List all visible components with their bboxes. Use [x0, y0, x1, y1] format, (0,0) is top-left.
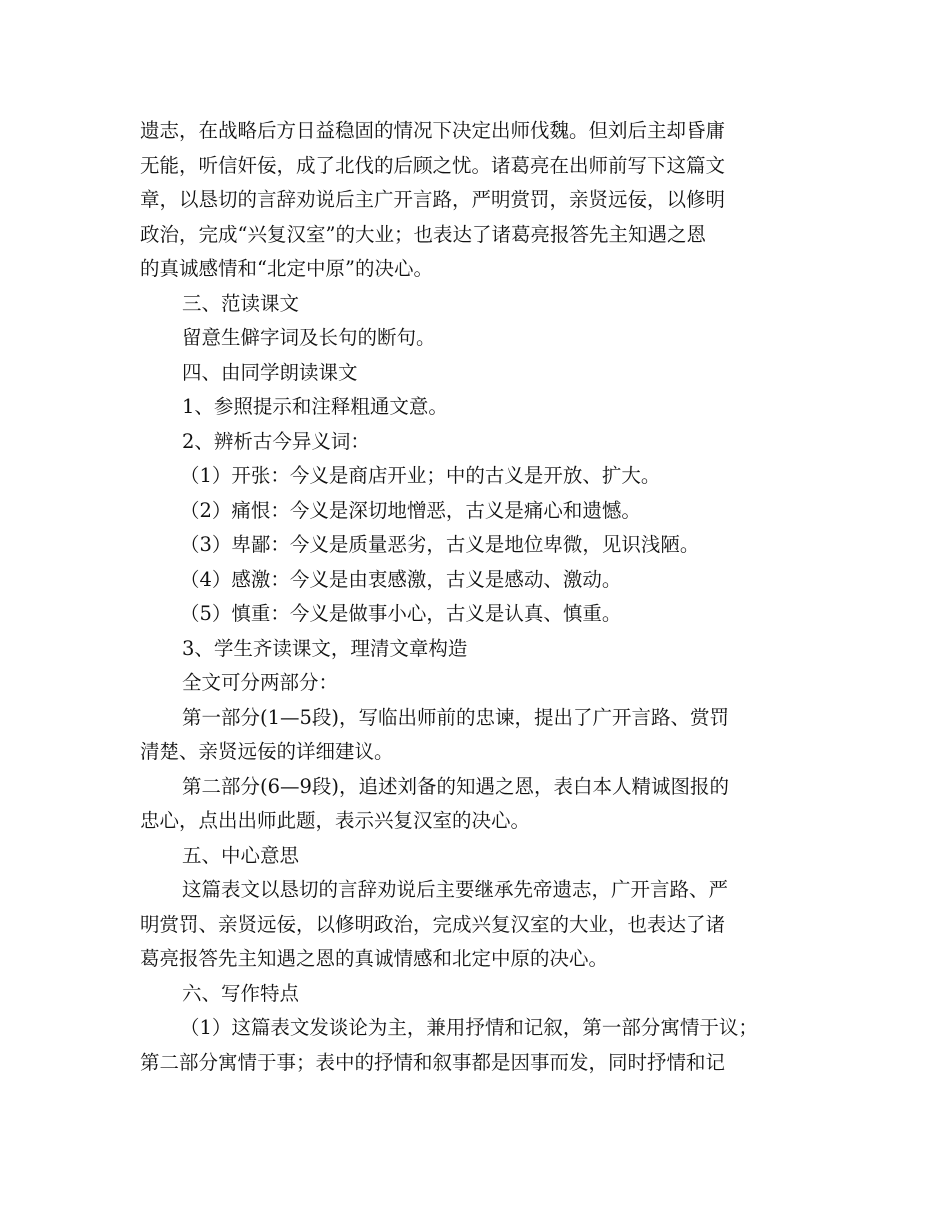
- text-line: 政治，完成“兴复汉室”的大业；也表达了诸葛亮报答先主知遇之恩: [140, 222, 706, 246]
- text-line: 2、辨析古今异义词：: [182, 429, 370, 453]
- text-line: 第一部分(1—5段)，写临出师前的忠谏，提出了广开言路、赏罚: [182, 705, 730, 729]
- text-line: 葛亮报答先主知遇之恩的真诚情感和北定中原的决心。: [140, 947, 609, 970]
- text-line: 明赏罚、亲贤远佞，以修明政治，完成兴复汉室的大业，也表达了诸: [140, 912, 726, 936]
- text-line: 第二部分寓情于事；表中的抒情和叙事都是因事而发，同时抒情和记: [140, 1050, 726, 1074]
- text-line: （5）慎重：今义是做事小心，古义是认真、慎重。: [180, 602, 622, 625]
- text-line: 清楚、亲贤远佞的详细建议。: [140, 740, 394, 763]
- text-line: 的真诚感情和“北定中原”的决心。: [140, 257, 433, 280]
- text-line: 五、中心意思: [182, 843, 300, 867]
- text-line: 留意生僻字词及长句的断句。: [182, 326, 436, 349]
- text-line: 第二部分(6—9段)，追述刘备的知遇之恩，表白本人精诚图报的: [182, 774, 730, 798]
- text-line: 六、写作特点: [182, 981, 300, 1005]
- text-line: 1、参照提示和注释粗通文意。: [182, 395, 448, 418]
- text-line: 四、由同学朗读课文: [182, 360, 358, 384]
- text-line: 3、学生齐读课文，理清文章构造: [182, 636, 468, 660]
- text-line: （1）开张：今义是商店开业；中的古义是开放、扩大。: [180, 464, 661, 487]
- text-line: 遗志，在战略后方日益稳固的情况下决定出师伐魏。但刘后主却昏庸: [140, 119, 726, 142]
- text-line: 这篇表文以恳切的言辞劝说后主要继承先帝遗志，广开言路、严: [182, 878, 729, 901]
- text-line: 三、范读课文: [182, 291, 300, 315]
- document-page: [140, 114, 820, 1080]
- text-line: 章，以恳切的言辞劝说后主广开言路，严明赏罚，亲贤远佞，以修明: [140, 188, 726, 211]
- text-line: （2）痛恨：今义是深切地憎恶，古义是痛心和遗憾。: [180, 498, 641, 522]
- text-line: （3）卑鄙：今义是质量恶劣，古义是地位卑微，见识浅陋。: [180, 533, 700, 556]
- text-line: （1）这篇表文发谈论为主，兼用抒情和记叙，第一部分寓情于议；: [180, 1016, 758, 1039]
- text-line: 忠心，点出出师此题，表示兴复汉室的决心。: [140, 809, 531, 832]
- text-line: （4）感激：今义是由衷感激，古义是感动、激动。: [180, 567, 622, 591]
- text-line: 无能，听信奸佞，成了北伐的后顾之忧。诸葛亮在出师前写下这篇文: [140, 153, 726, 177]
- text-line: 全文可分两部分：: [182, 671, 339, 694]
